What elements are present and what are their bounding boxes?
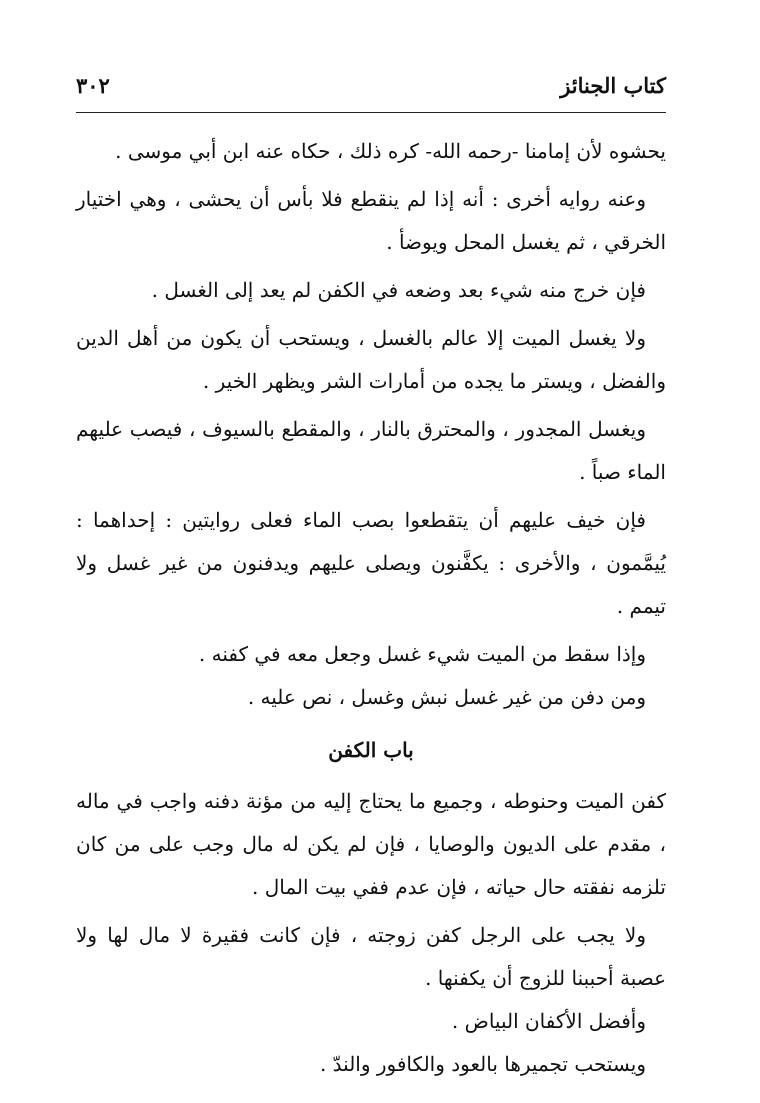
paragraph: ومن دفن من غير غسل نبش وغسل ، نص عليه .: [247, 685, 646, 709]
paragraph: ولا يجب على الرجل كفن زوجته ، فإن كانت فقيرة لا مال لها ولا عصبة أحببنا للزوج أن يكفنها .: [76, 923, 666, 990]
paragraph: وعنه روايه أخرى : أنه إذا لم ينقطع فلا بأس أن يحشى ، وهي اختيار الخرقي ، ثم يغسل المحل ويوضأ .: [76, 187, 666, 254]
paragraph: وإذا سقط من الميت شيء غسل وجعل معه في كفنه .: [198, 642, 646, 666]
paragraph: ويستحب تجميرها بالعود والكافور والندّ .: [319, 1052, 646, 1076]
header-divider: [76, 112, 666, 113]
paragraph: ولا يغسل الميت إلا عالم بالغسل ، ويستحب أن يكون من أهل الدين والفضل ، ويستر ما يجده من أمارات الشر ويظهر الخير .: [76, 326, 666, 393]
paragraph: فإن خرج منه شيء بعد وضعه في الكفن لم يعد إلى الغسل .: [151, 278, 646, 302]
page-body: [76, 130, 666, 1086]
page-number: ٣٠٢: [76, 73, 110, 98]
page-header: [76, 68, 666, 104]
paragraph: ويغسل المجدور ، والمحترق بالنار ، والمقطع بالسيوف ، فيصب عليهم الماء صباً .: [76, 417, 666, 484]
paragraph: وأفضل الأكفان البياض .: [451, 1009, 646, 1033]
paragraph: يحشوه لأن إمامنا -رحمه الله- كره ذلك ، حكاه عنه ابن أبي موسى .: [115, 139, 666, 163]
section-heading: باب الكفن: [328, 738, 414, 762]
paragraph: فإن خيف عليهم أن يتقطعوا بصب الماء فعلى روايتين : إحداهما : يُيمَّمون ، والأخرى : يكفَّنون ويصلى عليهم ويدفنون من غير غسل ولا تيمم .: [76, 508, 666, 618]
paragraph: كفن الميت وحنوطه ، وجميع ما يحتاج إليه من مؤنة دفنه واجب في ماله ، مقدم على الديون والوصايا ، فإن لم يكن له مال وجب على من كان تلزمه نفقته حال حياته ، فإن عدم ففي بيت المال .: [76, 789, 666, 899]
book-title: كتاب الجنائز: [560, 73, 666, 98]
